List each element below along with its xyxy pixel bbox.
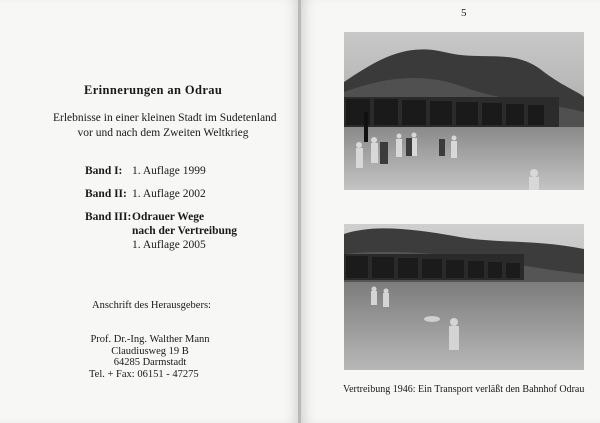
address-line: Prof. Dr.-Ing. Walther Mann — [90, 334, 210, 345]
subtitle-line: Erlebnisse in einer kleinen Stadt im Sudetenland — [53, 112, 277, 124]
address-line: Tel. + Fax: 06151 - 47275 — [89, 368, 199, 380]
band-2 — [85, 187, 206, 201]
band-label: Band I: — [85, 165, 123, 177]
book-title: Erinnerungen an Odrau — [84, 83, 223, 97]
photo-train-departing — [344, 32, 584, 190]
band-title-line: nach der Vertreibung — [132, 225, 238, 237]
band-label: Band II: — [85, 188, 127, 200]
photo-train-landscape — [344, 224, 584, 370]
publisher-address — [85, 334, 215, 380]
publisher-heading: Anschrift des Herausgebers: — [92, 300, 211, 311]
band-label: Band III: — [85, 211, 132, 223]
band-1 — [85, 164, 206, 178]
photo-caption: Vertreibung 1946: Ein Transport verläßt den Bahnhof Odrau — [343, 384, 585, 395]
band-edition: 1. Auflage 2005 — [132, 239, 206, 251]
address-line: 64285 Darmstadt — [113, 357, 187, 368]
band-edition: 1. Auflage 2002 — [132, 188, 206, 200]
subtitle-line: vor und nach dem Zweiten Weltkrieg — [77, 127, 249, 139]
band-3 — [85, 210, 237, 252]
band-title-line: Odrauer Wege — [132, 211, 205, 223]
band-3-details — [132, 210, 237, 252]
left-page — [0, 0, 299, 423]
address-line: Claudiusweg 19 B — [111, 345, 189, 357]
band-edition: 1. Auflage 1999 — [132, 165, 206, 177]
page-number: 5 — [461, 7, 467, 19]
book-subtitle — [53, 111, 277, 141]
